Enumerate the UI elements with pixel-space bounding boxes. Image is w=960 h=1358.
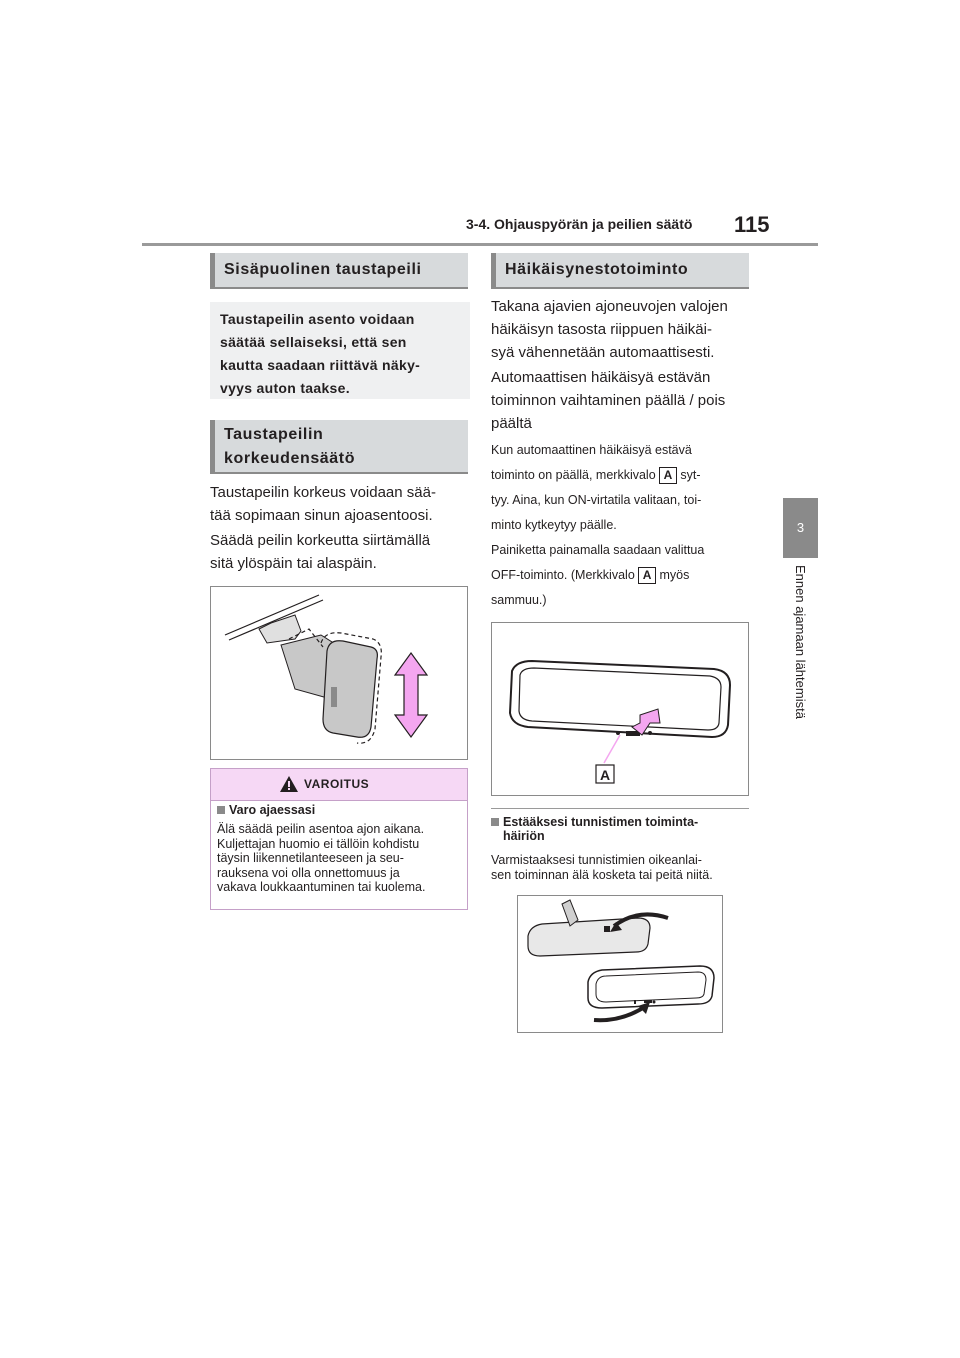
- indicator-a-key: A: [659, 467, 678, 484]
- intro-line: Taustapeilin asento voidaan: [220, 311, 415, 327]
- subsection-title: [210, 420, 468, 474]
- section-title-left: Sisäpuolinen taustapeili: [210, 253, 468, 289]
- sensor-paragraph: Varmistaaksesi tunnistimien oikeanlai- sen toiminnan älä kosketa tai peitä niitä.: [491, 853, 713, 882]
- intro-box: [210, 302, 470, 399]
- header-rule: [142, 243, 818, 246]
- paragraph-move-mirror: Säädä peilin korkeutta siirtämällä sitä ylöspäin tai alaspäin.: [210, 532, 431, 572]
- mirror-height-figure: [210, 586, 468, 760]
- chapter-label: Ennen ajamaan lähtemistä: [793, 565, 808, 719]
- intro-line: kautta saadaan riittävä näky-: [220, 357, 421, 373]
- page-number: 115: [734, 212, 770, 237]
- header-section-title: 3-4. Ohjauspyörän ja peilien säätö: [466, 216, 693, 232]
- sensor-figure: [517, 895, 723, 1033]
- warning-box: [210, 768, 468, 910]
- mirror-button-illustration: [492, 623, 748, 795]
- mirror-button-figure: [491, 622, 749, 796]
- paragraph-indicator-off: Painiketta painamalla saadaan valittua OFF-toiminto. (Merkkivalo A myös sammuu.): [491, 543, 705, 607]
- sensor-illustration: [518, 896, 722, 1032]
- subsection-title-line: korkeudensäätö: [224, 450, 356, 467]
- chapter-tab: 3: [783, 498, 818, 558]
- mirror-height-illustration: [211, 587, 467, 759]
- warning-subtitle: Varo ajaessasi: [217, 803, 315, 817]
- intro-line: säätää sellaiseksi, että sen: [220, 334, 407, 350]
- warning-header: [211, 769, 467, 801]
- intro-line: vyys auton taakse.: [220, 380, 350, 396]
- bullet-square-icon: [491, 818, 499, 826]
- separator-rule: [491, 808, 749, 809]
- up-down-arrow: [395, 653, 427, 737]
- bullet-square-icon: [217, 806, 225, 814]
- section-title-right: Häikäisynestotoiminto: [491, 253, 749, 289]
- warning-triangle-icon: [279, 775, 299, 793]
- paragraph-anti-glare: Takana ajavien ajoneuvojen valojen häikäisyn tasosta riippuen häikäi- syä vähennetään automaattisesti.: [491, 298, 728, 361]
- warning-text: Älä säädä peilin asentoa ajon aikana. Kuljettajan huomio ei tällöin kohdistu täysin liikennetilanteeseen ja seu- rauksena voi olla onnettomuus ja vakava loukkaantuminen tai kuolema.: [217, 822, 426, 894]
- callout-a-label: A: [599, 767, 611, 783]
- bullet-sensor: Estääksesi tunnistimen toiminta- häiriön: [491, 815, 753, 843]
- paragraph-indicator-on: Kun automaattinen häikäisyä estävä toiminto on päällä, merkkivalo A syt- tyy. Aina, kun ON-virtatila valitaan, toi- minto kytkeytyy päälle.: [491, 443, 702, 532]
- paragraph-toggle: Automaattisen häikäisyä estävän toiminnon vaihtaminen päällä / pois päältä: [491, 369, 726, 432]
- warning-title: VAROITUS: [304, 777, 370, 791]
- indicator-a-key: A: [638, 567, 657, 584]
- subsection-title-line: Taustapeilin: [224, 426, 324, 443]
- paragraph-height-adjust: Taustapeilin korkeus voidaan sää- tää sopimaan sinun ajoasentoosi.: [210, 484, 436, 524]
